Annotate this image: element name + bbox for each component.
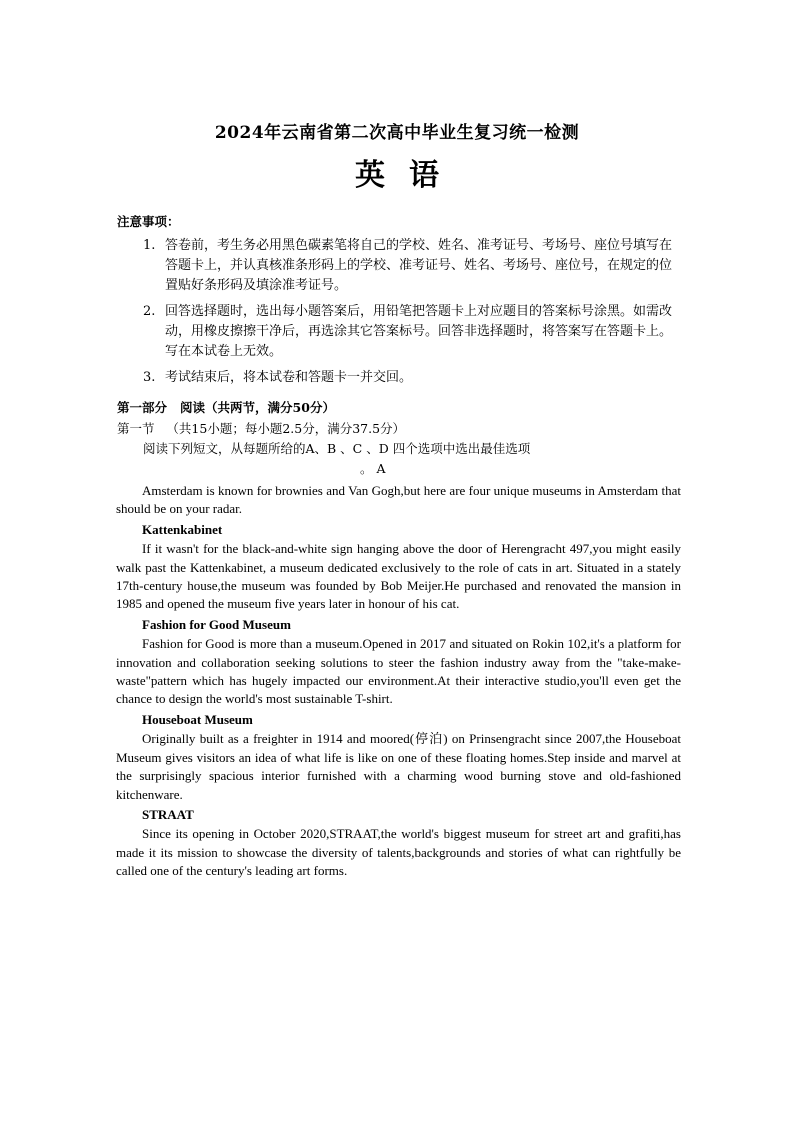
museum-heading: Houseboat Museum (142, 711, 253, 727)
passage-label: 。 A (360, 461, 386, 476)
museum-paragraph: Since its opening in October 2020,STRAAT,the world's biggest museum for street art and grafiti,has made it its mission to showcase the diversity of talents,backgrounds and stories of what can rightfully be called one of the century's leading art forms. (116, 826, 681, 879)
museum-paragraph: Originally built as a freighter in 1914 and moored(停泊) on Prinsengracht since 2007,the Houseboat Museum gives visitors an idea of what life is like on one of these floating homes.Step inside and marvel at the surprisingly spacious interior furnished with a charming wood burning stove and old-fashioned kitchenware. (116, 731, 681, 802)
exam-title: 2024年云南省第二次高中毕业生复习统一检测 (214, 123, 580, 143)
notice-list (143, 236, 683, 394)
museum-heading: Kattenkabinet (142, 521, 223, 537)
passage-intro: Amsterdam is known for brownies and Van Gogh,but here are four unique museums in Amsterdam that should be on your radar. (116, 483, 681, 517)
section-heading: 第一节 （共15小题；每小题2.5分，满分37.5分） (117, 421, 406, 436)
subject-title: 英语 (355, 158, 463, 193)
museum-paragraph: Fashion for Good is more than a museum.Opened in 2017 and situated on Rokin 102,it's a platform for innovation and collaboration seeking solutions to steer the fashion industry away from the "take-make-waste"pattern which has hugely impacted our environment.At their interactive studio,you'll even get the chance to design the world's most sustainable T-shirt. (116, 636, 681, 707)
notice-item-number: 1. (143, 238, 156, 253)
reading-instruction: 阅读下列短文，从每题所给的A、B 、C 、D 四个选项中选出最佳选项 (143, 441, 531, 456)
reading-passage (116, 482, 681, 881)
notice-item-number: 2. (143, 304, 156, 319)
part-heading: 第一部分 阅读（共两节，满分50分） (117, 400, 335, 415)
notice-item-number: 3. (143, 370, 156, 385)
museum-heading: STRAAT (142, 806, 194, 822)
notice-item-text: 答卷前，考生务必用黑色碳素笔将自己的学校、姓名、准考证号、考场号、座位号填写在答题卡上，并认真核准条形码上的学校、准考证号、姓名、考场号、座位号，在规定的位置贴好条形码及填涂准考证号。 (165, 238, 673, 293)
notice-item (143, 368, 683, 388)
notice-item-text: 考试结束后，将本试卷和答题卡一并交回。 (165, 370, 413, 385)
notice-heading: 注意事项： (117, 214, 180, 229)
notice-item (143, 236, 683, 296)
notice-item (143, 302, 683, 362)
notice-item-text: 回答选择题时，选出每小题答案后，用铅笔把答题卡上对应题目的答案标号涂黑。如需改动，用橡皮擦擦干净后，再选涂其它答案标号。回答非选择题时，将答案写在答题卡上。写在本试卷上无效。 (165, 304, 673, 359)
museum-paragraph: If it wasn't for the black-and-white sign hanging above the door of Herengracht 497,you might easily walk past the Kattenkabinet, a museum dedicated exclusively to the role of cats in art. Situated in a stately 17th-century house,the museum was founded by Bob Meijer.He purchased and renovated the mansion in 1985 and opened the museum five years later in honour of his cat. (116, 541, 681, 612)
museum-heading: Fashion for Good Museum (142, 616, 291, 632)
